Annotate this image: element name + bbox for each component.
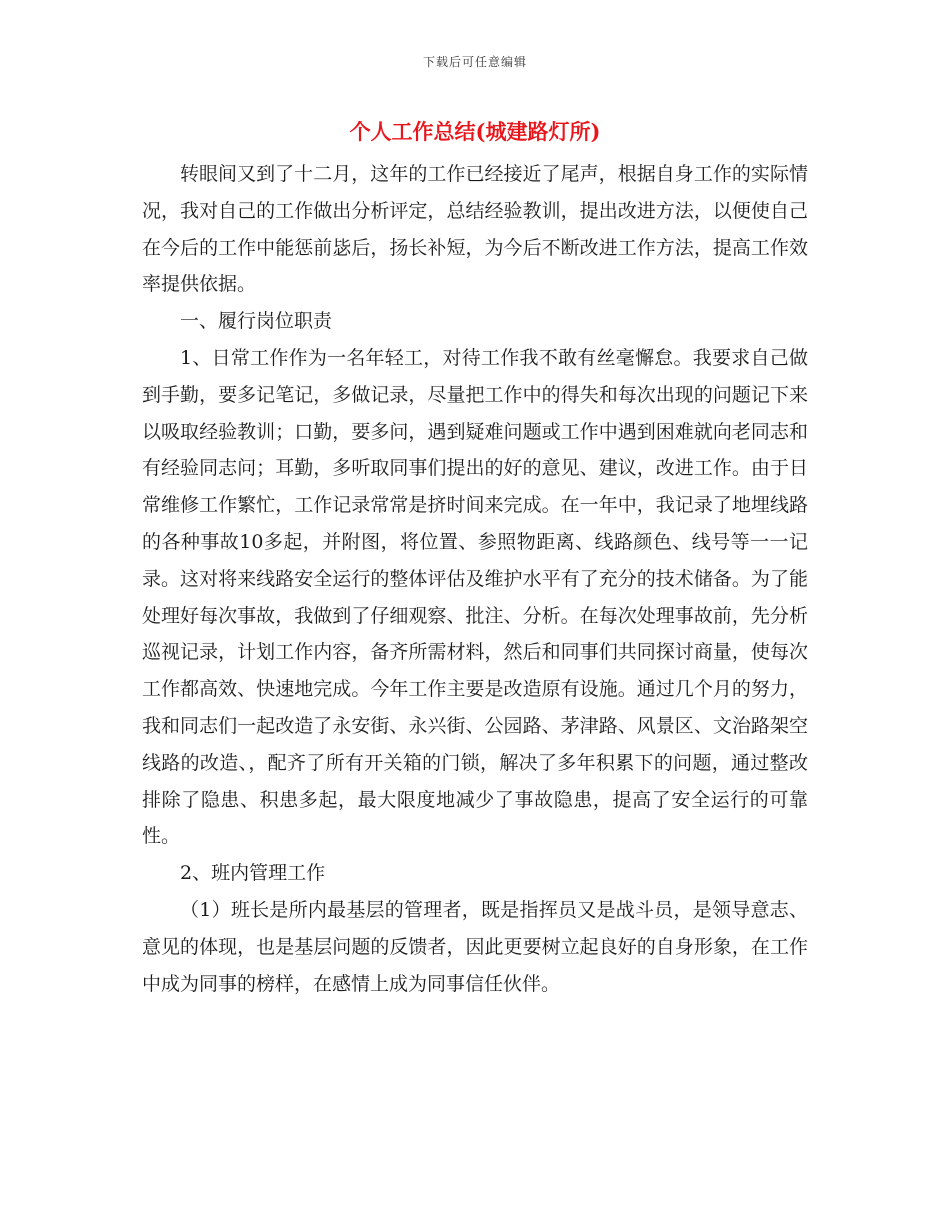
- document-title: 个人工作总结(城建路灯所): [349, 119, 601, 144]
- page-header-note: 下载后可任意编辑: [422, 55, 527, 69]
- paragraph-team-leader: （1）班长是所内最基层的管理者，既是指挥员又是战斗员，是领导意志、意见的体现，也是基层问题的反馈者，因此更要树立起良好的自身形象，在工作中成为同事的榜样，在感情上成为同事信任伙伴。: [142, 898, 808, 995]
- paragraph-intro: 转眼间又到了十二月，这年的工作已经接近了尾声，根据自身工作的实际情况，我对自己的工作做出分析评定，总结经验教训，提出改进方法，以便使自己在今后的工作中能惩前毖后，扬长补短，为今后不断改进工作方法，提高工作效率提供依据。: [142, 163, 808, 296]
- subsection-heading-team-management: 2、班内管理工作: [180, 862, 326, 885]
- paragraph-daily-work: 1、日常工作作为一名年轻工，对待工作我不敢有丝毫懈怠。我要求自己做到手勤，要多记笔记，多做记录，尽量把工作中的得失和每次出现的问题记下来以吸取经验教训；口勤，要多问，遇到疑难问题或工作中遇到困难就向老同志和有经验同志问；耳勤，多听取同事们提出的好的意见、建议，改进工作。由于日常维修工作繁忙，工作记录常常是挤时间来完成。在一年中，我记录了地埋线路的各种事故10多起，并附图，将位置、参照物距离、线路颜色、线号等一一记录。这对将来线路安全运行的整体评估及维护水平有了充分的技术储备。为了能处理好每次事故，我做到了仔细观察、批注、分析。在每次处理事故前，先分析巡视记录，计划工作内容，备齐所需材料，然后和同事们共同探讨商量，使每次工作都高效、快速地完成。今年工作主要是改造原有设施。通过几个月的努力，我和同志们一起改造了永安街、永兴街、公园路、茅津路、风景区、文治路架空线路的改造、，配齐了所有开关箱的门锁，解决了多年积累下的问题，通过整改排除了隐患、积患多起，最大限度地减少了事故隐患，提高了安全运行的可靠性。: [142, 346, 808, 848]
- document-body: [142, 156, 808, 1002]
- section-heading-duties: 一、履行岗位职责: [180, 310, 333, 333]
